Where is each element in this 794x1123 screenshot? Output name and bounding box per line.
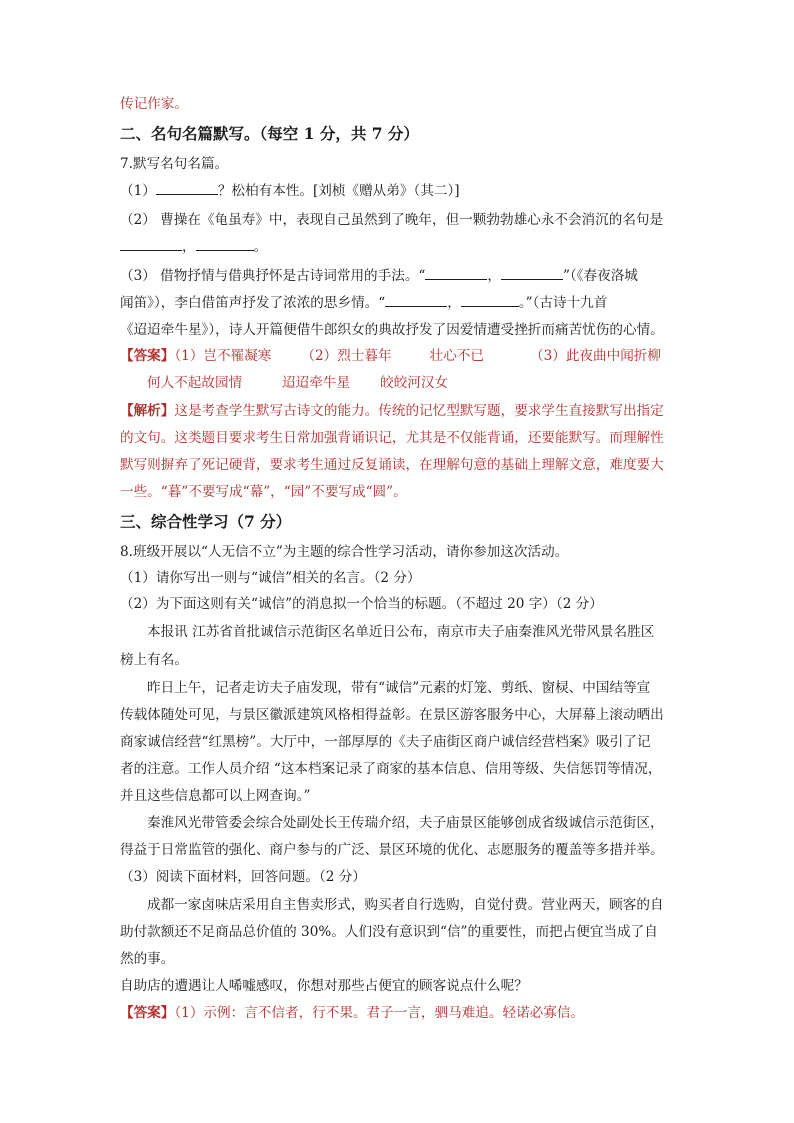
analysis-7-line3: 默写则摒弃了死记硬背，要求考生通过反复诵读，在理解句意的基础上理解文意，难度要大	[120, 457, 664, 473]
answer-8	[120, 1003, 584, 1023]
answer-text: （2）烈士暮年	[301, 348, 392, 364]
question-7-3	[120, 266, 638, 286]
news-paragraph-1-cont: 榜上有名。	[120, 652, 188, 668]
answer-text: 何人不起故园情	[147, 375, 243, 391]
analysis-7	[120, 401, 664, 421]
question-7-2-blanks	[120, 237, 267, 257]
answer-tag: 【答案】	[120, 348, 175, 364]
answer-text: 迢迢牵牛星	[282, 375, 351, 391]
answer-text: 壮心不已	[429, 348, 484, 364]
material-paragraph-cont: 助付款额还不足商品总价值的 30%。人们没有意识到“信”的重要性，而把占便宜当成了自	[120, 924, 658, 940]
material-paragraph: 成都一家卤味店采用自主售卖形式，购买者自行选购，自觉付费。营业两天，顾客的自	[147, 897, 664, 913]
material-paragraph-cont: 然的事。	[120, 951, 175, 967]
answer-blank[interactable]	[385, 293, 447, 307]
analysis-text: 这是考查学生默写古诗文的能力。传统的记忆型默写题，要求学生直接默写出指定	[174, 403, 664, 419]
answer-blank[interactable]	[120, 237, 182, 251]
section-heading-2: 二、名句名篇默写。（每空 1 分，共 7 分）	[120, 124, 419, 143]
answer-text: （3）此夜曲中闻折柳	[529, 348, 661, 364]
question-8: 8.班级开展以“人无信不立”为主题的综合性学习活动，请你参加这次活动。	[120, 544, 569, 560]
answer-text: （1）岂不罹凝寒	[174, 348, 272, 364]
punct: ，	[447, 295, 461, 311]
question-8-3: （3）阅读下面材料，回答问题。（2 分）	[120, 869, 366, 885]
news-paragraph-2-cont: 者的注意。工作人员介绍 “这本档案记录了商家的基本信息、信用等级、失信惩罚等情况，	[120, 761, 662, 777]
punct: 。	[253, 239, 268, 255]
item-text: ？松柏有本性。[刘桢《赠从弟》（其二）]	[217, 183, 460, 199]
answer-blank[interactable]	[196, 237, 254, 251]
news-paragraph-1: 本报讯 江苏省首批诚信示范街区名单近日公布，南京市夫子庙秦淮风光带风景名胜区	[147, 624, 655, 640]
news-paragraph-3-cont: 得益于日常监管的强化、商户参与的广泛、景区环境的优化、志愿服务的覆盖等多措并举。	[120, 842, 664, 858]
question-7-3-line2	[120, 293, 607, 313]
punct: ，	[487, 268, 501, 284]
answer-blank[interactable]	[501, 266, 563, 280]
text-line: 传记作家。	[120, 96, 188, 112]
section-heading-3: 三、综合性学习（7 分）	[120, 512, 292, 531]
answer-blank[interactable]	[156, 181, 218, 195]
question-7-1	[120, 181, 460, 201]
answer-blank[interactable]	[461, 293, 519, 307]
news-paragraph-2: 昨日上午，记者走访夫子庙发现，带有“诚信”元素的灯笼、剪纸、窗棂、中国结等宣	[147, 680, 651, 696]
question-8-3-prompt: 自助店的遭遇让人唏嘘感叹，你想对那些占便宜的顾客说点什么呢？	[120, 978, 528, 994]
answer-blank[interactable]	[425, 266, 487, 280]
question-8-2: （2）为下面这则有关“诚信”的消息拟一个恰当的标题。（不超过 20 字）（2 分）	[120, 596, 603, 612]
answer-7	[120, 346, 661, 366]
answer-text: （1）示例：言不信者，行不果。君子一言，驷马难追。轻诺必寡信。	[174, 1005, 585, 1021]
item-text: ”（《春夜洛城	[562, 268, 638, 284]
question-7: 7.默写名句名篇。	[120, 156, 229, 172]
news-paragraph-2-cont: 商家诚信经营“红黑榜”。大厅中，一部厚厚的《夫子庙街区商户诚信经营档案》吸引了记	[120, 734, 651, 750]
news-paragraph-2-cont: 传载体随处可见，与景区徽派建筑风格相得益彰。在景区游客服务中心，大屏幕上滚动晒出	[120, 707, 664, 723]
punct: ，	[182, 239, 196, 255]
question-7-3-line3: 《迢迢牵牛星》），诗人开篇便借牛郎织女的典故抒发了因爱情遭受挫折而痛苦忧伤的心情。	[120, 322, 664, 338]
answer-tag: 【答案】	[120, 1005, 175, 1021]
item-number: （1）	[120, 183, 156, 199]
question-8-1: （1）请你写出一则与“诚信”相关的名言。（2 分）	[120, 570, 421, 586]
analysis-tag: 【解析】	[120, 403, 175, 419]
answer-text: 皎皎河汉女	[380, 375, 449, 391]
question-7-2: （2） 曹操在《龟虽寿》中，表现自己虽然到了晚年，但一颗勃勃雄心永不会消沉的名句是	[120, 212, 664, 228]
item-text: （3） 借物抒情与借典抒怀是古诗词常用的手法。“	[120, 268, 426, 284]
item-text: 。”（古诗十九首	[518, 295, 608, 311]
news-paragraph-3: 秦淮风光带管委会综合处副处长王传瑞介绍，夫子庙景区能够创成省级诚信示范街区，	[147, 815, 664, 831]
item-text: 闻笛》），李白借笛声抒发了浓浓的思乡情。“	[120, 295, 386, 311]
analysis-7-line4: 一些。“暮”不要写成“幕”，“园”不要写成“圆”。	[120, 484, 407, 500]
news-paragraph-2-cont: 并且这些信息都可以上网查询。”	[120, 788, 311, 804]
answer-7-line2	[147, 373, 448, 393]
analysis-7-line2: 的文句。这类题目要求考生日常加强背诵识记，尤其是不仅能背诵，还要能默写。而理解性	[120, 430, 664, 446]
